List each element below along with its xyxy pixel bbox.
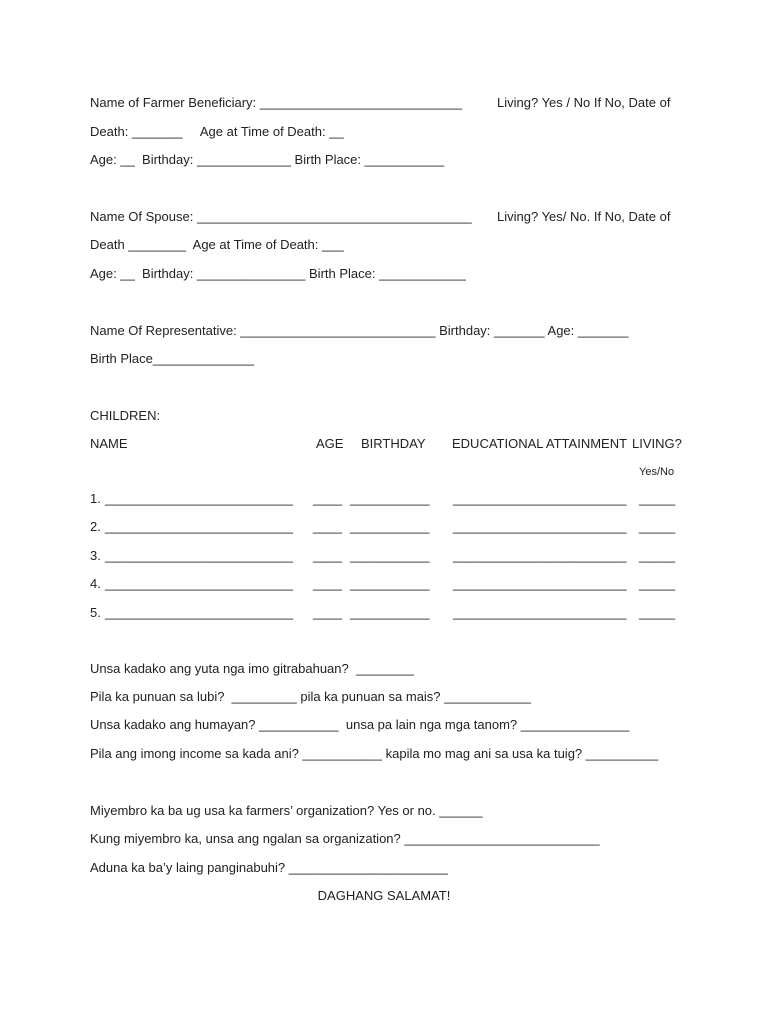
representative-birthplace-line: Birth Place______________ — [90, 351, 255, 366]
row-number: 3. — [90, 548, 101, 563]
child-education-blank: ________________________ — [453, 576, 627, 591]
child-age-blank: ____ — [313, 548, 342, 563]
child-name-blank: __________________________ — [105, 519, 293, 534]
coconut-corn-question: Pila ka punuan sa lubi? _________ pila ka punuan sa mais? ____________ — [90, 689, 531, 704]
child-name-blank: __________________________ — [105, 605, 293, 620]
ricefield-crops-question: Unsa kadako ang humayan? ___________ unsa pa lain nga mga tanom? _______________ — [90, 717, 630, 732]
child-birthday-blank: ___________ — [350, 491, 430, 506]
child-birthday-blank: ___________ — [350, 519, 430, 534]
beneficiary-age-line: Age: __ Birthday: _____________ Birth Place: ___________ — [90, 152, 445, 167]
child-education-blank: ________________________ — [453, 519, 627, 534]
spouse-living-line: Living? Yes/ No. If No, Date of — [497, 209, 671, 224]
child-living-blank: _____ — [639, 605, 676, 620]
row-number: 1. — [90, 491, 101, 506]
child-birthday-blank: ___________ — [350, 605, 430, 620]
children-header-name: NAME — [90, 436, 128, 451]
children-header-age: AGE — [316, 436, 344, 451]
beneficiary-death-line: Death: _______ Age at Time of Death: __ — [90, 124, 344, 139]
spouse-death-line: Death ________ Age at Time of Death: ___ — [90, 237, 344, 252]
income-harvest-question: Pila ang imong income sa kada ani? ___________ kapila mo mag ani sa usa ka tuig? __________ — [90, 746, 659, 761]
row-number: 2. — [90, 519, 101, 534]
child-birthday-blank: ___________ — [350, 548, 430, 563]
closing-thanks: DAGHANG SALAMAT! — [317, 888, 451, 903]
spouse-name-line: Name Of Spouse: ______________________________________ — [90, 209, 472, 224]
land-size-question: Unsa kadako ang yuta nga imo gitrabahuan? ________ — [90, 661, 414, 676]
beneficiary-living-line: Living? Yes / No If No, Date of — [497, 95, 671, 110]
child-living-blank: _____ — [639, 519, 676, 534]
child-age-blank: ____ — [313, 491, 342, 506]
row-number: 4. — [90, 576, 101, 591]
row-number: 5. — [90, 605, 101, 620]
child-birthday-blank: ___________ — [350, 576, 430, 591]
children-heading: CHILDREN: — [90, 408, 161, 423]
beneficiary-name-line: Name of Farmer Beneficiary: ____________________________ — [90, 95, 463, 110]
child-name-blank: __________________________ — [105, 576, 293, 591]
child-living-blank: _____ — [639, 491, 676, 506]
child-age-blank: ____ — [313, 605, 342, 620]
children-header-education: EDUCATIONAL ATTAINMENT — [452, 436, 628, 451]
child-education-blank: ________________________ — [453, 491, 627, 506]
other-livelihood-question: Aduna ka ba’y laing panginabuhi? ______________________ — [90, 860, 448, 875]
child-education-blank: ________________________ — [453, 548, 627, 563]
representative-line: Name Of Representative: ___________________________ Birthday: _______ Age: _______ — [90, 323, 629, 338]
spouse-age-line: Age: __ Birthday: _______________ Birth Place: ____________ — [90, 266, 466, 281]
child-name-blank: __________________________ — [105, 491, 293, 506]
child-age-blank: ____ — [313, 519, 342, 534]
child-name-blank: __________________________ — [105, 548, 293, 563]
child-living-blank: _____ — [639, 576, 676, 591]
child-age-blank: ____ — [313, 576, 342, 591]
org-membership-question: Miyembro ka ba ug usa ka farmers’ organization? Yes or no. ______ — [90, 803, 483, 818]
children-header-living-sub: Yes/No — [639, 466, 675, 478]
children-header-birthday: BIRTHDAY — [361, 436, 426, 451]
child-education-blank: ________________________ — [453, 605, 627, 620]
children-header-living: LIVING? — [632, 436, 682, 451]
org-name-question: Kung miyembro ka, unsa ang ngalan sa organization? ___________________________ — [90, 831, 600, 846]
child-living-blank: _____ — [639, 548, 676, 563]
